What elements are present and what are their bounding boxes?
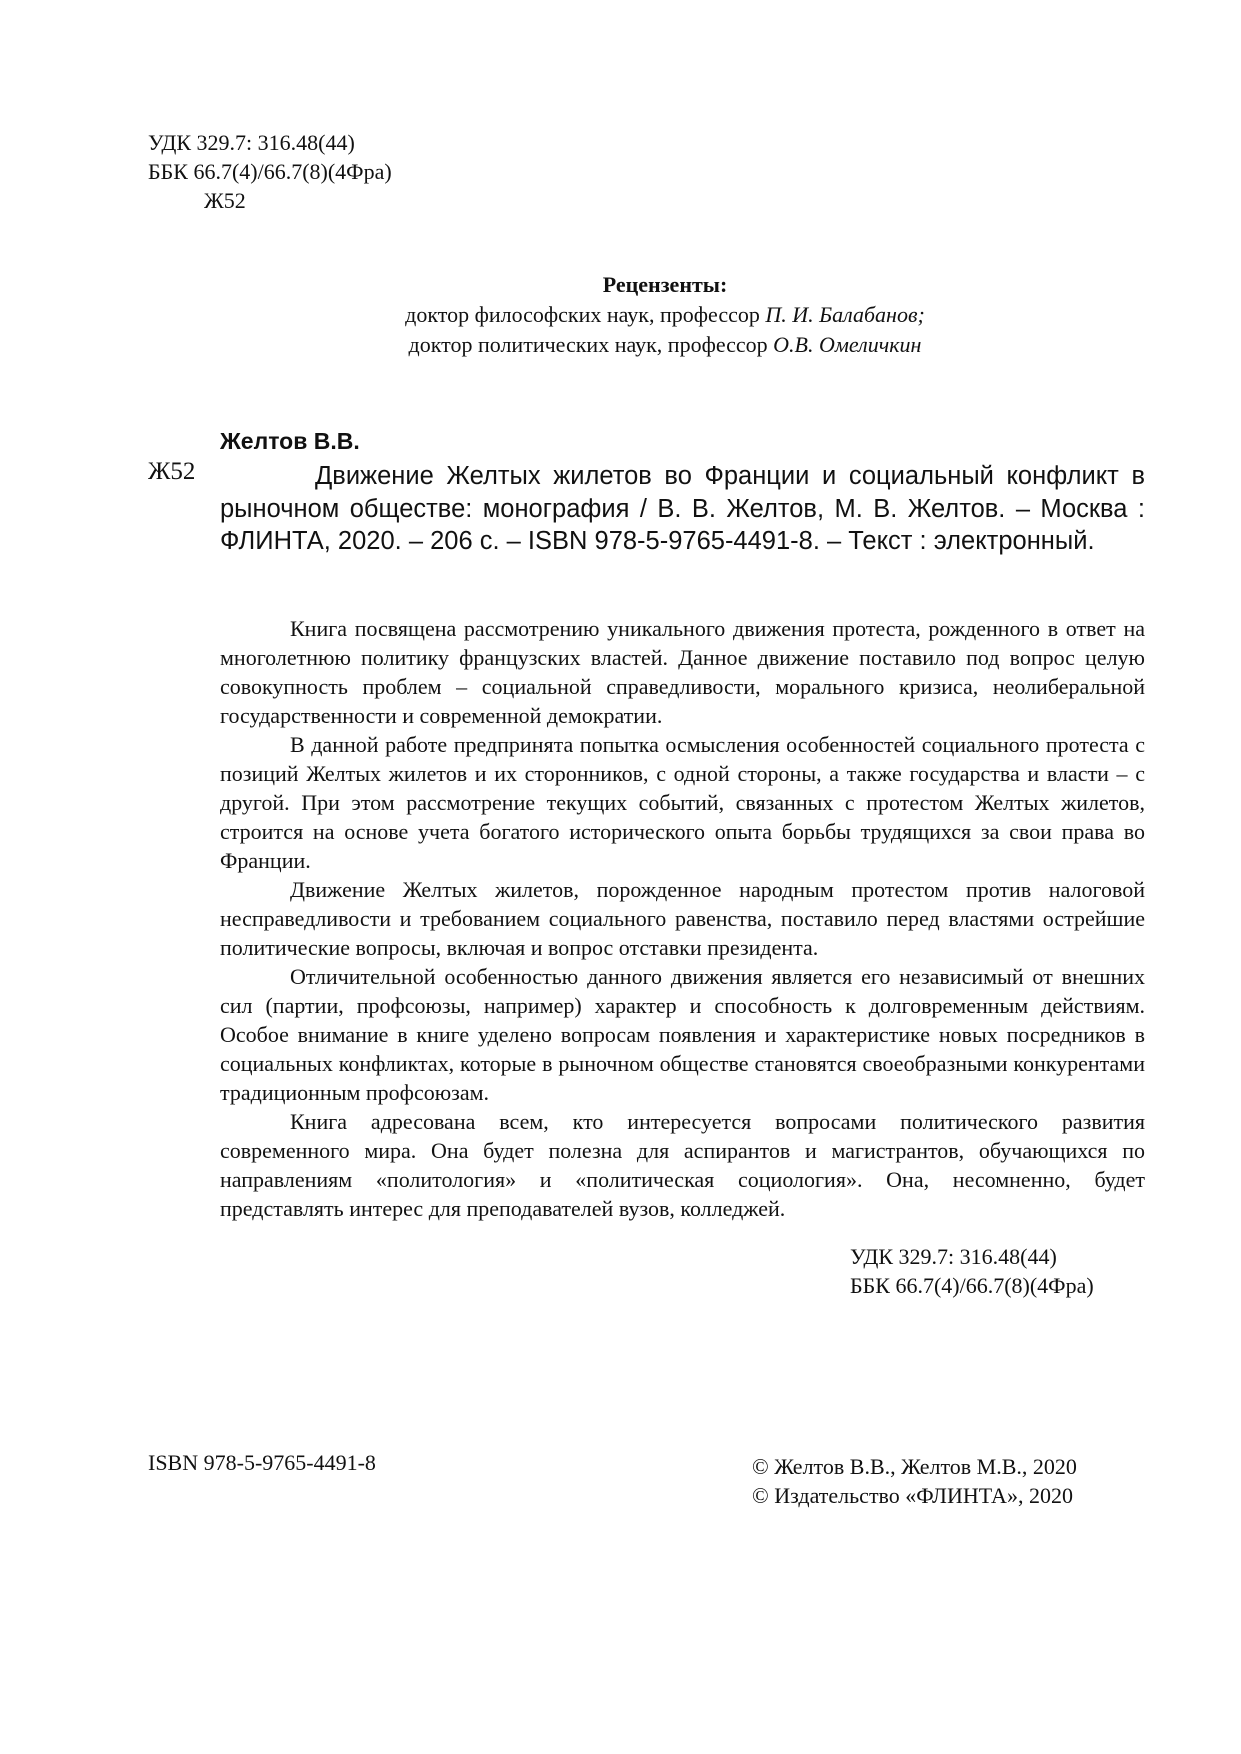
isbn: ISBN 978-5-9765-4491-8 [148,1450,376,1475]
reviewer-item [360,330,970,360]
copyright-line: © Издательство «ФЛИНТА», 2020 [752,1483,1073,1508]
reviewer-name: П. И. Балабанов; [765,302,925,327]
record-author: Желтов В.В. [220,428,360,454]
abstract-paragraph: Книга адресована всем, кто интересуется вопросами политического развития современного мира. Она будет полезна для аспирантов и магистрантов, обучающихся по направлениям «политология» и «политическая социология». Она, несомненно, будет представлять интерес для преподавателей вузов, колледжей. [220,1109,1145,1221]
copyright-block [752,1452,1077,1510]
reviewer-degree: доктор политических наук, профессор [408,332,774,357]
reviewers-title: Рецензенты: [602,272,728,297]
abstract-paragraph: Движение Желтых жилетов, порожденное народным протестом против налоговой несправедливости и требованием социального равенства, поставило перед властями острейшие политические вопросы, включая и вопрос отставки президента. [220,877,1145,960]
reviewer-name: О.В. Омеличкин [773,332,922,357]
abstract-paragraph: В данной работе предпринята попытка осмысления особенностей социального протеста с позиций Желтых жилетов и их сторонников, с одной стороны, а также государства и власти – с другой. При этом рассмотрение текущих событий, связанных с протестом Желтых жилетов, строится на основе учета богатого исторического опыта борьбы трудящихся за свои права во Франции. [220,732,1145,873]
record-index-code: Ж52 [148,458,196,485]
abstract-paragraph: Отличительной особенностью данного движения является его независимый от внешних сил (партии, профсоюзы, например) характер и способность к долговременным действиям. Особое внимание в книге уделено вопросам появления и характеристике новых посредников в социальных конфликтах, которые в рыночном обществе становятся своеобразными конкурентами традиционным профсоюзам. [220,964,1145,1105]
copyright-line: © Желтов В.В., Желтов М.В., 2020 [752,1454,1077,1479]
bbk-code: ББК 66.7(4)/66.7(8)(4Фра) [148,159,392,184]
udk-code: УДК 329.7: 316.48(44) [850,1244,1057,1269]
bbk-code: ББК 66.7(4)/66.7(8)(4Фра) [850,1273,1094,1298]
bibliographic-description [220,460,1145,558]
reviewer-item [360,300,970,330]
udk-code: УДК 329.7: 316.48(44) [148,130,355,155]
classification-top [148,128,392,215]
reviewers-block [360,270,970,360]
classification-bottom [850,1242,1094,1300]
author-mark: Ж52 [204,188,246,213]
abstract-paragraph: Книга посвящена рассмотрению уникального движения протеста, рожденного в ответ на многолетнюю политику французских властей. Данное движение поставило под вопрос целую совокупность проблем – социальной справедливости, морального кризиса, неолиберальной государственности и современной демократии. [220,616,1145,728]
reviewer-degree: доктор философских наук, профессор [405,302,766,327]
abstract [220,614,1145,1223]
description-text: Движение Желтых жилетов во Франции и социальный конфликт в рыночном обществе: монография / В. В. Желтов, М. В. Желтов. – Москва : ФЛИНТА, 2020. – 206 с. – ISBN 978-5-9765-4491-8. – Текст : электронный. [220,462,1145,555]
